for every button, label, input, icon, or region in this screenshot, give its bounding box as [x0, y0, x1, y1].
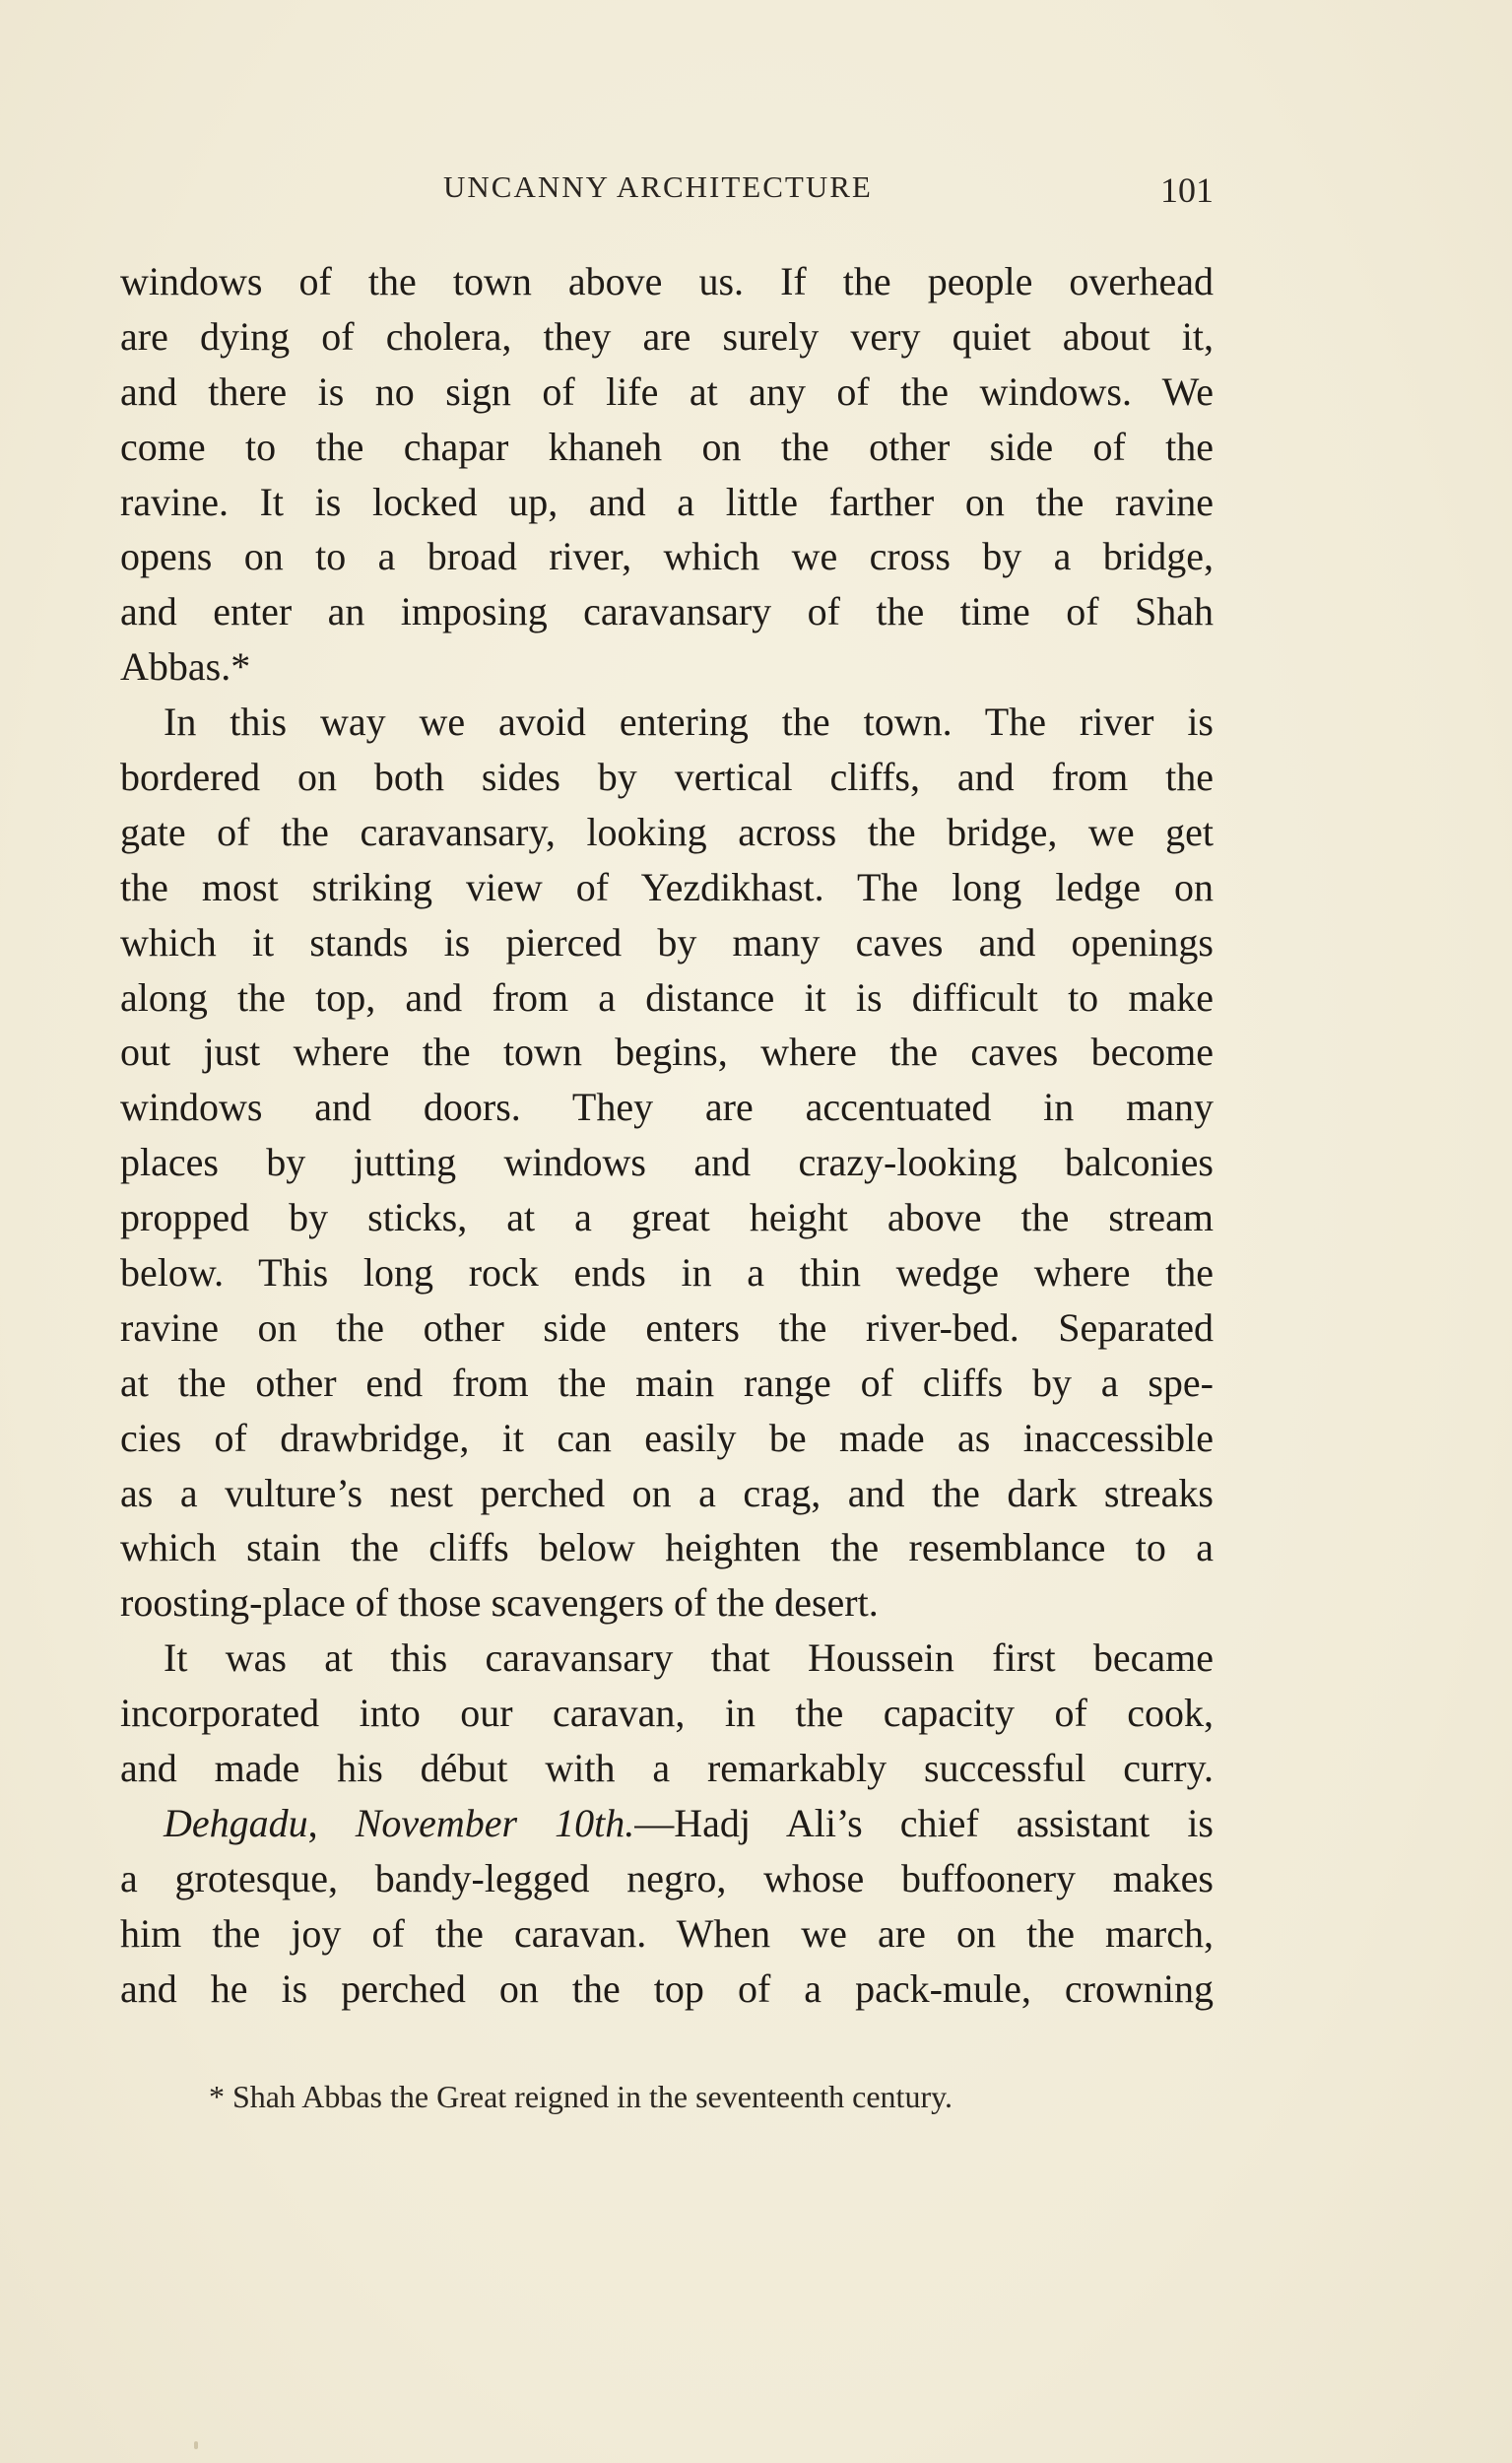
- dateline-separator: ,: [307, 1800, 356, 1845]
- text-line: along the top, and from a distance it is difficult to make: [120, 974, 1214, 1020]
- text-line: and made his début with a remarkably successful curry.: [120, 1746, 1214, 1791]
- text-line: the most striking view of Yezdikhast. The long ledge on: [120, 864, 1214, 909]
- text-line: It was at this caravansary that Houssein first became: [164, 1635, 1214, 1681]
- text-line: opens on to a broad river, which we cross by a bridge,: [120, 534, 1214, 579]
- dateline-rest: —Hadj Ali’s chief assistant is: [634, 1800, 1214, 1845]
- text-line: places by jutting windows and crazy-looking balconies: [120, 1140, 1214, 1185]
- text-line: come to the chapar khaneh on the other side of the: [120, 424, 1214, 469]
- text-line: out just where the town begins, where the caves become: [120, 1030, 1214, 1075]
- text-line: and there is no sign of life at any of the windows. We: [120, 368, 1214, 414]
- paper-speck: [194, 2441, 198, 2449]
- text-line: windows of the town above us. If the people overhead: [120, 259, 1214, 303]
- text-line: Abbas.*: [120, 644, 251, 690]
- body-text: [120, 254, 1214, 2017]
- text-line: him the joy of the caravan. When we are on the march,: [120, 1910, 1214, 1956]
- page-number: 101: [1160, 170, 1214, 210]
- text-line: windows and doors. They are accentuated in many: [120, 1085, 1214, 1130]
- text-line: a grotesque, bandy-legged negro, whose buffoonery makes: [120, 1855, 1214, 1900]
- text-line: and he is perched on the top of a pack-mule, crowning: [120, 1965, 1214, 2011]
- text-line: propped by sticks, at a great height above the stream: [120, 1195, 1214, 1240]
- dateline: [120, 1796, 1214, 1851]
- text-line: ravine. It is locked up, and a little farther on the ravine: [120, 479, 1214, 524]
- running-title: UNCANNY ARCHITECTURE: [443, 169, 873, 204]
- text-line: ravine on the other side enters the river-bed. Separated: [120, 1304, 1214, 1350]
- dateline-date: November 10th.: [355, 1800, 635, 1845]
- text-line: which it stands is pierced by many caves and openings: [120, 919, 1214, 965]
- text-line: and enter an imposing caravansary of the time of Shah: [120, 589, 1214, 634]
- text-line: bordered on both sides by vertical cliffs, and from the: [120, 755, 1214, 800]
- text-line: In this way we avoid entering the town. The river is: [164, 699, 1214, 745]
- footnote: * Shah Abbas the Great reigned in the seventeenth century.: [209, 2079, 953, 2114]
- text-line: cies of drawbridge, it can easily be made as inaccessible: [120, 1415, 1214, 1460]
- text-line: are dying of cholera, they are surely very quiet about it,: [120, 313, 1214, 359]
- text-line: gate of the caravansary, looking across the bridge, we get: [120, 809, 1214, 854]
- dateline-place: Dehgadu: [164, 1800, 308, 1845]
- text-line: as a vulture’s nest perched on a crag, and the dark streaks: [120, 1470, 1214, 1515]
- text-line: at the other end from the main range of cliffs by a spe-: [120, 1360, 1214, 1405]
- running-head: [120, 169, 1214, 215]
- text-line: roosting-place of those scavengers of the desert.: [120, 1580, 879, 1626]
- text-line: below. This long rock ends in a thin wedge where the: [120, 1250, 1214, 1296]
- text-line: incorporated into our caravan, in the capacity of cook,: [120, 1691, 1214, 1736]
- text-line: which stain the cliffs below heighten the resemblance to a: [120, 1525, 1214, 1570]
